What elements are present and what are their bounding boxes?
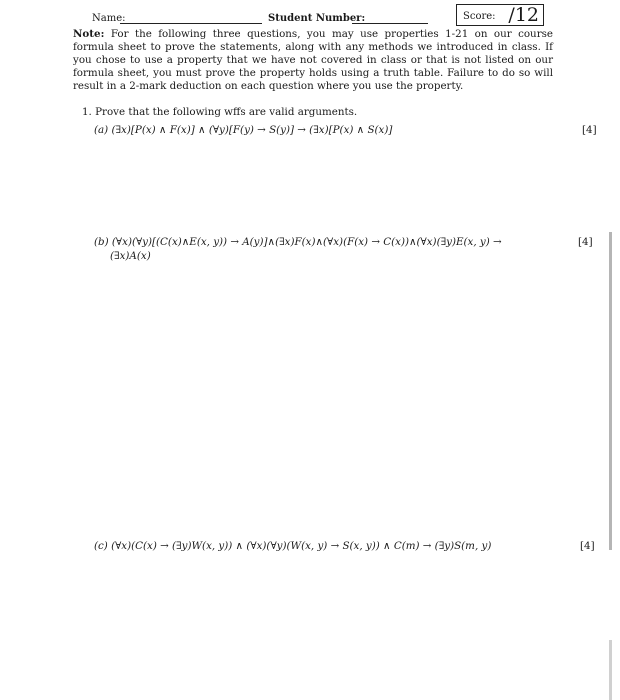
- question-title: 1. Prove that the following wffs are valid arguments.: [82, 106, 358, 118]
- note-heading: Note:: [73, 28, 105, 40]
- part-c-marks: [4]: [580, 540, 595, 552]
- instructions-note: [73, 28, 553, 93]
- part-b-formula-line1: (b) (∀x)(∀y)[(C(x)∧E(x, y)) → A(y)]∧(∃x)F(x)∧(∀x)(F(x) → C(x))∧(∀x)(∃y)E(x, y) →: [94, 236, 502, 248]
- score-box: [456, 4, 544, 26]
- student-number-label: Student Number:: [268, 13, 366, 24]
- name-field-line[interactable]: [120, 23, 262, 24]
- note-body: For the following three questions, you may use properties 1-21 on our course formula sheet to prove the statements, along with any methods we introduced in class. If you chose to use a property that we have not covered in class or that is not listed on our formula sheet, you must prove the property holds using a truth table. Failure to do so will result in a 2-mark deduction on each question where you use the property.: [73, 28, 553, 92]
- student-number-field-line[interactable]: [352, 23, 428, 24]
- score-label: Score:: [463, 11, 496, 22]
- scrollbar-track-segment[interactable]: [609, 640, 612, 700]
- part-b-marks: [4]: [578, 236, 593, 248]
- part-b-formula-line2: (∃x)A(x): [110, 250, 151, 262]
- part-a-formula: (a) (∃x)[P(x) ∧ F(x)] ∧ (∀y)[F(y) → S(y)] → (∃x)[P(x) ∧ S(x)]: [94, 124, 393, 136]
- part-c-formula: (c) (∀x)(C(x) → (∃y)W(x, y)) ∧ (∀x)(∀y)(W(x, y) → S(x, y)) ∧ C(m) → (∃y)S(m, y): [94, 540, 492, 552]
- part-a-marks: [4]: [582, 124, 597, 136]
- scrollbar-thumb[interactable]: [609, 232, 612, 550]
- name-label: Name:: [92, 13, 126, 24]
- score-max: /12: [508, 4, 539, 26]
